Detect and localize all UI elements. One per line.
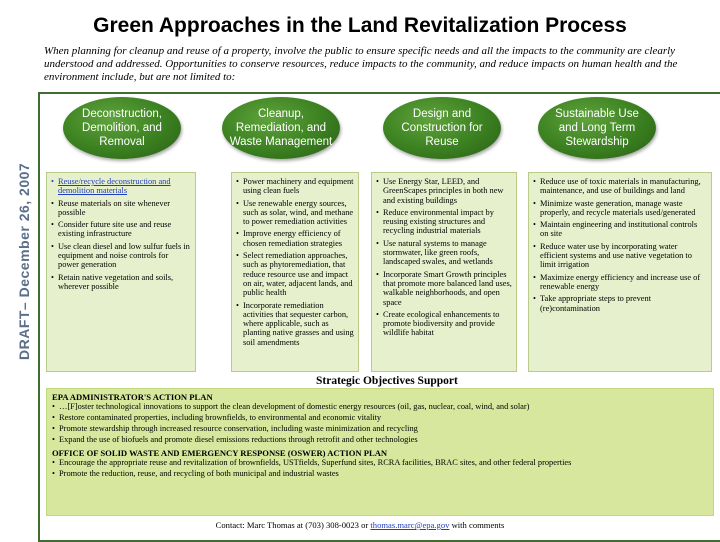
list-item: • Use Energy Star, LEED, and GreenScapes principles in both new and existing buildings <box>376 177 512 205</box>
contact-line <box>0 520 720 530</box>
column-header-deconstruction: Deconstruction, Demolition, and Removal <box>63 97 181 159</box>
list-item: • Promote stewardship through increased resource conservation, including waste minimization and recycling <box>52 424 708 434</box>
contact-email-link[interactable]: thomas.marc@epa.gov <box>370 520 450 530</box>
list-item: • Use natural systems to manage stormwater, like green roofs, landscaped swales, and wetlands <box>376 239 512 267</box>
list-item: • Expand the use of biofuels and promote diesel emissions reductions through retrofit and other technologies <box>52 435 708 445</box>
list-item: • Power machinery and equipment using clean fuels <box>236 177 354 196</box>
list-item: • Encourage the appropriate reuse and revitalization of brownfields, USTfields, Superfund sites, RCRA facilities, BRAC sites, and other federal properties <box>52 458 708 468</box>
list-item: • Incorporate Smart Growth principles that promote more balanced land uses, walkable neighborhoods, and open space <box>376 270 512 307</box>
contact-prefix: Contact: Marc Thomas at (703) 308-0023 or <box>215 520 369 530</box>
list-item: • Restore contaminated properties, including brownfields, to environmental and economic vitality <box>52 413 708 423</box>
list-item: • Improve energy efficiency of chosen remediation strategies <box>236 229 354 248</box>
epa-plan-title: EPA ADMINISTRATOR'S ACTION PLAN <box>52 392 213 402</box>
column-header-cleanup: Cleanup, Remediation, and Waste Management <box>222 97 340 159</box>
list-item: • Reduce environmental impact by reusing existing structures and recycling industrial materials <box>376 208 512 236</box>
column-box-deconstruction <box>46 172 196 372</box>
list-item: • Minimize waste generation, manage waste properly, and recycle materials used/generated <box>533 199 707 218</box>
list-item: • Incorporate remediation activities that sequester carbon, where applicable, such as planting native grasses and using soil amendments <box>236 301 354 347</box>
column-box-stewardship <box>528 172 712 372</box>
list-item: • Reduce water use by incorporating water efficient systems and use native vegetation to limit irrigation <box>533 242 707 270</box>
list-item: • Reduce use of toxic materials in manufacturing, maintenance, and use of buildings and land <box>533 177 707 196</box>
list-item: • Promote the reduction, reuse, and recycling of both municipal and industrial wastes <box>52 469 708 479</box>
strategic-objectives-heading: Strategic Objectives Support <box>316 375 458 387</box>
strategic-objectives-box <box>46 388 714 516</box>
list-item[interactable]: • Reuse/recycle deconstruction and demolition materials <box>51 177 191 196</box>
oswer-plan-title: OFFICE OF SOLID WASTE AND EMERGENCY RESPONSE (OSWER) ACTION PLAN <box>52 448 388 458</box>
column-box-cleanup <box>231 172 359 372</box>
list-item: • Select remediation approaches, such as phytoremediation, that reduce resource use and impact on air, water, adjacent lands, and public health <box>236 251 354 297</box>
intro-text: When planning for cleanup and reuse of a property, involve the public to ensure specific needs and all the impacts to the community are clearly understood and addressed. Opportunities to conserve resources, reduce impacts to the community, and reduce impacts on human health and the environment include, but are not limited to: <box>44 45 678 83</box>
list-item: • Consider future site use and reuse existing infrastructure <box>51 220 191 239</box>
list-item: • Reuse materials on site whenever possible <box>51 199 191 218</box>
contact-suffix: with comments <box>451 520 505 530</box>
column-box-design <box>371 172 517 372</box>
draft-date-label: DRAFT– December 26, 2007 <box>16 162 32 360</box>
column-header-stewardship: Sustainable Use and Long Term Stewardship <box>538 97 656 159</box>
list-item: • Retain native vegetation and soils, wherever possible <box>51 273 191 292</box>
column-header-design: Design and Construction for Reuse <box>383 97 501 159</box>
page-title: Green Approaches in the Land Revitalization Process <box>93 14 627 37</box>
list-item: • Create ecological enhancements to promote biodiversity and provide wildlife habitat <box>376 310 512 338</box>
list-item: • Use clean diesel and low sulfur fuels in equipment and noise controls for power generation <box>51 242 191 270</box>
list-item: • Maintain engineering and institutional controls on site <box>533 220 707 239</box>
list-item: • …[F]oster technological innovations to support the clean development of domestic energy resources (oil, gas, nuclear, coal, wind, and solar) <box>52 402 708 412</box>
list-item: • Take appropriate steps to prevent (re)contamination <box>533 294 707 313</box>
list-item: • Use renewable energy sources, such as solar, wind, and methane to power remediation activities <box>236 199 354 227</box>
list-item: • Maximize energy efficiency and increase use of renewable energy <box>533 273 707 292</box>
